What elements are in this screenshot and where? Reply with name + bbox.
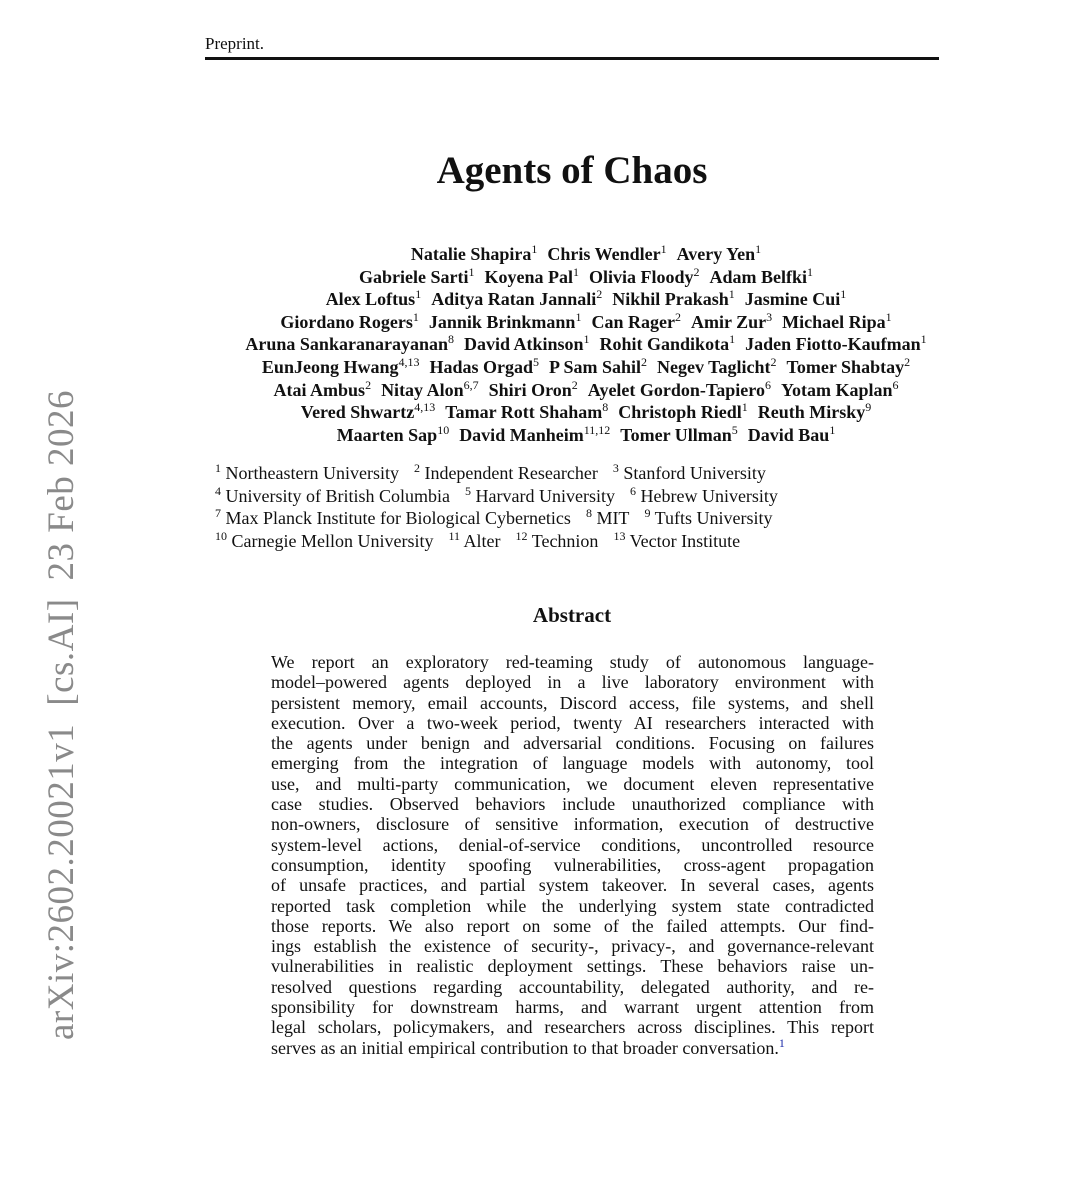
abstract-line-text: emerging from the integration of language models with autonomy, tool	[271, 753, 874, 774]
abstract-line	[271, 733, 874, 753]
abstract-line	[271, 652, 874, 672]
author	[745, 334, 927, 354]
arxiv-id[interactable]: arXiv:2602.20021v1	[41, 723, 82, 1040]
author-affiliation-marker: 2	[596, 287, 603, 302]
author	[411, 244, 538, 264]
author-name: Natalie Shapira	[410, 244, 532, 264]
affiliation	[215, 508, 571, 528]
author-name: Nikhil Prakash	[612, 289, 729, 310]
author-line	[205, 288, 967, 311]
author-affiliation-marker: 1	[920, 332, 927, 347]
affiliation-number: 3	[612, 461, 619, 475]
author	[780, 377, 899, 400]
author-affiliation-marker: 2	[674, 309, 681, 324]
author-name: Aditya Ratan Jannali	[431, 289, 597, 310]
author-name: Avery Yen	[676, 244, 756, 264]
affiliation-name: Alter	[463, 530, 501, 551]
affiliation-name: Independent Researcher	[424, 463, 598, 483]
author	[657, 354, 777, 377]
abstract-line	[271, 713, 874, 733]
abstract-body	[271, 652, 874, 1058]
affiliation	[613, 463, 766, 483]
affiliation-name: Carnegie Mellon University	[231, 530, 434, 551]
author-affiliation-marker: 8	[447, 332, 454, 347]
affiliation-number: 8	[585, 506, 592, 521]
affiliation-name: Vector Institute	[629, 530, 741, 551]
author-line	[205, 266, 967, 289]
author	[381, 377, 479, 400]
author	[690, 309, 773, 332]
author-line	[205, 243, 967, 266]
author	[273, 377, 372, 400]
author-name: Christoph Riedl	[618, 402, 742, 423]
abstract-line	[271, 693, 874, 713]
author-name: Tomer Shabtay	[786, 356, 905, 377]
affiliation-line	[215, 530, 915, 553]
affiliation	[586, 508, 630, 528]
author-affiliation-marker: 5	[731, 422, 738, 437]
author-affiliation-marker: 2	[365, 377, 372, 392]
affiliation-number: 4	[215, 483, 221, 498]
abstract-line	[271, 997, 874, 1017]
abstract-line-text: non-owners, disclosure of sensitive information, execution of destructive	[271, 814, 874, 835]
author-name: Shiri Oron	[488, 379, 572, 400]
author-name: David Bau	[747, 424, 830, 445]
author-affiliation-marker: 10	[437, 422, 450, 437]
author-affiliation-marker: 6	[764, 377, 771, 392]
abstract-line-text: system-level actions, denial-of-service conditions, uncontrolled resource	[271, 834, 874, 855]
author	[758, 402, 872, 422]
affiliation	[215, 528, 434, 551]
author-affiliation-marker: 1	[575, 309, 582, 324]
affiliation-name: Hebrew University	[640, 485, 778, 506]
abstract-line	[271, 916, 874, 936]
affiliation	[465, 483, 615, 506]
author-line	[205, 424, 967, 447]
author-affiliation-marker: 2	[693, 264, 700, 279]
abstract-line	[271, 977, 874, 997]
author-name: Olivia Floody	[588, 266, 694, 287]
author	[677, 244, 761, 264]
author	[786, 354, 911, 377]
affiliation-number: 6	[629, 483, 636, 498]
author-affiliation-marker: 1	[829, 422, 836, 437]
author-affiliation-marker: 1	[415, 287, 422, 302]
author-name: Vered Shwartz	[300, 402, 415, 423]
author-line	[205, 333, 967, 356]
author-line	[205, 356, 967, 379]
author	[261, 354, 420, 377]
author-affiliation-marker: 2	[904, 354, 911, 369]
affiliation	[613, 528, 741, 551]
author-affiliation-marker: 2	[770, 354, 777, 369]
author-affiliation-marker: 1	[572, 264, 579, 279]
affiliation	[215, 463, 399, 483]
author	[358, 264, 475, 287]
affiliation-name: Max Planck Institute for Biological Cybernetics	[225, 508, 571, 529]
author	[464, 334, 590, 354]
author-affiliation-marker: 1	[728, 287, 735, 302]
author	[549, 354, 648, 377]
abstract-line	[271, 814, 874, 834]
arxiv-date: 23 Feb 2026	[41, 389, 82, 581]
author	[620, 422, 738, 445]
author	[745, 289, 847, 309]
affiliation-name: University of British Columbia	[225, 485, 450, 506]
abstract-line-text: reported task completion while the underlying system state contradicted	[271, 895, 874, 916]
abstract-line	[271, 835, 874, 855]
preprint-header	[205, 34, 939, 60]
abstract-line-text: those reports. We also report on some of the failed attempts. Our find-	[271, 915, 874, 936]
author	[459, 422, 611, 445]
preprint-label: Preprint.	[205, 34, 265, 53]
author-name: Gabriele Sarti	[358, 266, 469, 287]
author	[245, 334, 454, 354]
affiliation-line	[215, 462, 915, 485]
author-name: Jannik Brinkmann	[428, 311, 576, 332]
affiliation	[644, 508, 772, 528]
abstract-line	[271, 672, 874, 692]
author-affiliation-marker: 5	[533, 354, 539, 369]
author-affiliation-marker: 1	[412, 309, 419, 324]
abstract-line	[271, 896, 874, 916]
abstract-line-text: serves as an initial empirical contribution to that broader conversation.	[271, 1037, 779, 1058]
abstract-line	[271, 855, 874, 875]
author-affiliation-marker: 3	[766, 309, 773, 324]
author-name: P Sam Sahil	[549, 356, 642, 377]
author	[600, 334, 736, 354]
author-affiliation-marker: 1	[885, 309, 892, 324]
author	[782, 309, 892, 332]
author-name: Tomer Ullman	[620, 424, 732, 445]
abstract-line	[271, 774, 874, 794]
affiliation-number: 11	[448, 528, 461, 543]
author-affiliation-marker: 1	[807, 264, 813, 279]
author-affiliation-marker: 11,12	[583, 422, 611, 437]
affiliation-number: 1	[215, 461, 221, 475]
author-name: Maarten Sap	[336, 424, 438, 445]
author-name: Koyena Pal	[484, 266, 573, 287]
affiliation-name: MIT	[596, 508, 630, 529]
author-affiliation-marker: 1	[729, 332, 736, 347]
affiliation-name: Northeastern University	[225, 463, 399, 483]
author-affiliation-marker: 1	[660, 242, 667, 256]
abstract-line-text: We report an exploratory red-teaming study of autonomous language-	[271, 652, 874, 672]
author	[445, 402, 608, 422]
author-name: Michael Ripa	[782, 311, 886, 332]
author-affiliation-marker: 1	[583, 332, 590, 347]
abstract-line-text: use, and multi-party communication, we document eleven representative	[271, 773, 874, 794]
author	[709, 264, 813, 287]
abstract-line-text: the agents under benign and adversarial conditions. Focusing on failures	[271, 733, 874, 754]
author-name: Can Rager	[591, 311, 675, 332]
abstract-line-text: consumption, identity spoofing vulnerabilities, cross-agent propagation	[271, 854, 874, 875]
author-line	[205, 311, 967, 334]
affiliation	[448, 528, 501, 551]
affiliation	[515, 528, 599, 551]
author	[612, 289, 735, 309]
affiliation-number: 7	[215, 506, 221, 521]
author-name: Giordano Rogers	[280, 311, 413, 332]
affiliation-name: Tufts University	[654, 508, 773, 529]
author-affiliation-marker: 1	[840, 287, 847, 302]
author	[431, 289, 602, 309]
abstract-line-text: of unsafe practices, and partial system takeover. In several cases, agents	[271, 875, 874, 896]
abstract-line-text: legal scholars, policymakers, and researchers across disciplines. This report	[271, 1017, 874, 1038]
arxiv-category: [cs.AI]	[41, 598, 82, 706]
abstract-line	[271, 753, 874, 773]
author-name: Jaden Fiotto-Kaufman	[745, 334, 921, 355]
author-name: David Manheim	[459, 424, 584, 445]
author	[488, 377, 578, 400]
affiliation	[215, 483, 450, 506]
author-name: Amir Zur	[690, 311, 767, 332]
author-affiliation-marker: 2	[571, 377, 578, 392]
abstract-line-text: sponsibility for downstream harms, and warrant urgent attention from	[271, 997, 874, 1018]
affiliation-list	[215, 462, 915, 552]
affiliation-name: Harvard University	[475, 485, 615, 506]
abstract-line	[271, 956, 874, 976]
author-name: Yotam Kaplan	[780, 379, 893, 400]
author-name: Tamar Rott Shaham	[445, 402, 603, 423]
affiliation-number: 5	[465, 483, 471, 498]
affiliation-number: 9	[644, 506, 651, 521]
author-name: Rohit Gandikota	[599, 334, 730, 355]
affiliation-number: 2	[413, 461, 420, 475]
author-name: Atai Ambus	[273, 379, 366, 400]
affiliation-line	[215, 507, 915, 530]
author-name: Nitay Alon	[381, 379, 464, 400]
author	[591, 309, 681, 332]
author-line	[205, 379, 967, 402]
affiliation-number: 10	[215, 528, 227, 543]
author-name: Aruna Sankaranarayanan	[245, 334, 448, 355]
author	[747, 422, 836, 445]
author	[429, 354, 539, 377]
abstract-line	[271, 794, 874, 814]
abstract-line-text: case studies. Observed behaviors include unauthorized compliance with	[271, 794, 874, 815]
affiliation	[414, 463, 598, 483]
abstract-line-text: persistent memory, email accounts, Discord access, file systems, and shell	[271, 692, 874, 713]
author-affiliation-marker: 1	[755, 242, 762, 256]
author-name: Reuth Mirsky	[757, 402, 866, 423]
arxiv-sidebar-stamp	[40, 372, 83, 1040]
author-name: Alex Loftus	[325, 289, 416, 310]
author-name: Ayelet Gordon-Tapiero	[587, 379, 765, 400]
author-affiliation-marker: 4,13	[398, 354, 420, 369]
paper-title: Agents of Chaos	[436, 149, 708, 192]
author	[547, 244, 666, 264]
author	[301, 402, 436, 422]
affiliation-name: Stanford University	[623, 463, 766, 483]
author-affiliation-marker: 1	[741, 400, 748, 415]
author	[336, 422, 450, 445]
abstract-line	[271, 1017, 874, 1037]
abstract-line-text: vulnerabilities in realistic deployment settings. These behaviors raise un-	[271, 956, 874, 977]
author	[326, 289, 422, 309]
author	[428, 309, 582, 332]
affiliation-number: 12	[515, 528, 528, 543]
author-list	[205, 243, 967, 446]
author	[280, 309, 419, 332]
abstract-line	[271, 875, 874, 895]
author	[588, 264, 700, 287]
author-name: David Atkinson	[463, 334, 584, 355]
author-affiliation-marker: 6	[892, 377, 899, 392]
author-affiliation-marker: 2	[641, 354, 648, 369]
affiliation-number: 13	[613, 528, 626, 543]
abstract-heading: Abstract	[532, 603, 612, 627]
author-affiliation-marker: 1	[531, 242, 538, 256]
author-name: Hadas Orgad	[429, 356, 533, 377]
author-name: Adam Belfki	[709, 266, 807, 287]
abstract-line-text: ings establish the existence of security-, privacy-, and governance-relevant	[271, 936, 874, 957]
author-affiliation-marker: 1	[468, 264, 475, 279]
author	[484, 264, 579, 287]
abstract-line-text: model–powered agents deployed in a live laboratory environment with	[271, 672, 874, 693]
author-name: Chris Wendler	[547, 244, 661, 264]
author-affiliation-marker: 9	[865, 400, 872, 415]
author-line	[205, 401, 967, 424]
affiliation	[629, 483, 778, 506]
abstract-line-text: execution. Over a two-week period, twenty AI researchers interacted with	[271, 712, 874, 733]
author-name: Negev Taglicht	[657, 356, 771, 377]
affiliation-name: Technion	[531, 530, 599, 551]
footnote-ref-link[interactable]: 1	[778, 1035, 785, 1050]
abstract-line	[271, 1035, 874, 1058]
author-affiliation-marker: 6,7	[463, 377, 479, 392]
abstract-line-text: resolved questions regarding accountability, delegated authority, and re-	[271, 976, 874, 997]
author	[587, 377, 771, 400]
author-affiliation-marker: 4,13	[414, 400, 436, 415]
author-name: Jasmine Cui	[744, 289, 841, 310]
author-name: EunJeong Hwang	[261, 356, 399, 377]
affiliation-line	[215, 485, 915, 508]
author	[618, 402, 748, 422]
author-affiliation-marker: 8	[602, 400, 609, 415]
abstract-line	[271, 936, 874, 956]
